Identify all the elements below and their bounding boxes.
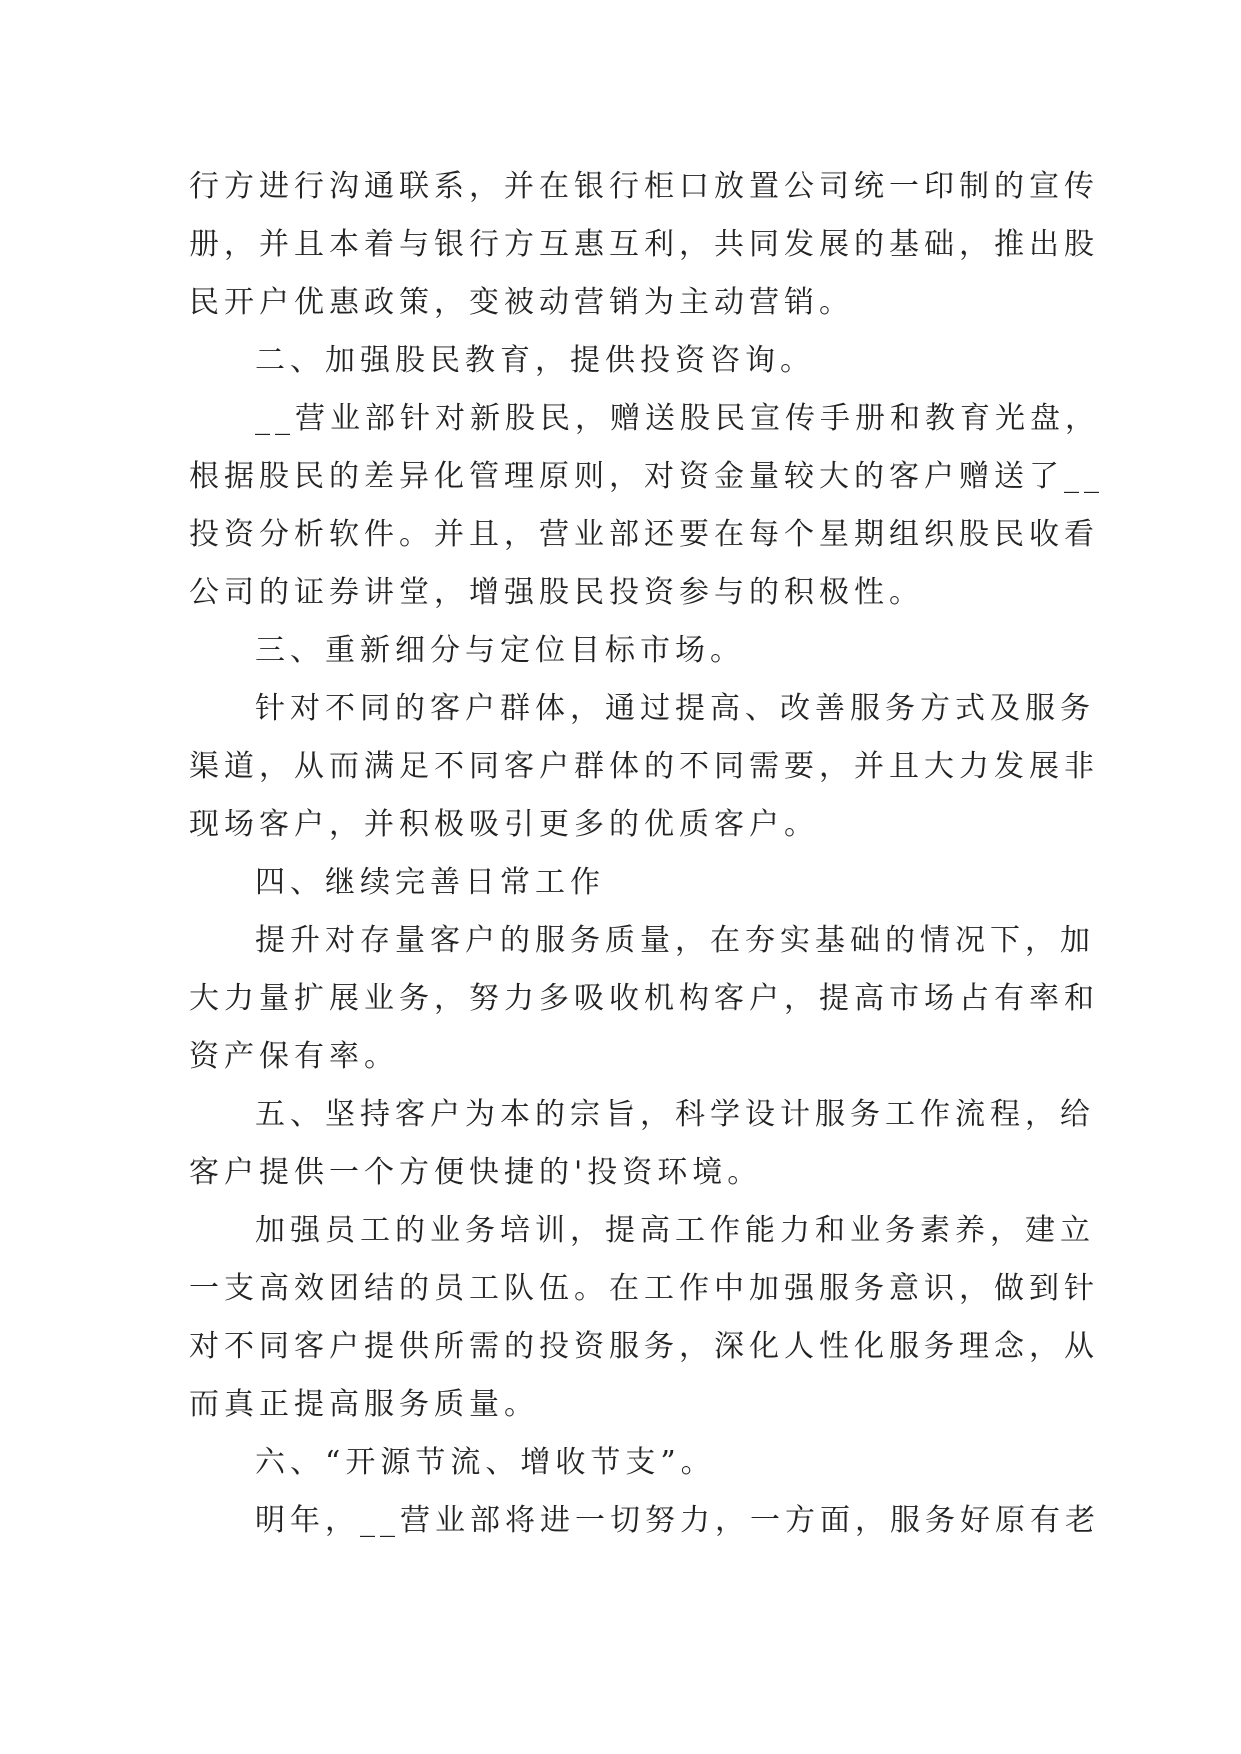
text-line: 针对不同的客户群体，通过提高、改善服务方式及服务 [255,691,1095,726]
text-line: 投资分析软件。并且，营业部还要在每个星期组织股民收看 [189,517,1099,552]
text-line: 三、重新细分与定位目标市场。 [255,633,745,668]
text-line: 四、继续完善日常工作 [255,865,605,900]
text-line: 公司的证券讲堂，增强股民投资参与的积极性。 [189,575,924,610]
document-body [189,158,1104,1550]
text-line: 五、坚持客户为本的宗旨，科学设计服务工作流程，给 [255,1097,1095,1132]
text-line: __营业部针对新股民，赠送股民宣传手册和教育光盘， [255,401,1100,436]
text-line: 客户提供一个方便快捷的'投资环境。 [189,1155,763,1190]
text-line: 册，并且本着与银行方互惠互利，共同发展的基础，推出股 [189,227,1099,262]
text-line: 加强员工的业务培训，提高工作能力和业务素养，建立 [255,1213,1095,1248]
text-line: 提升对存量客户的服务质量，在夯实基础的情况下，加 [255,923,1095,958]
text-line: 行方进行沟通联系，并在银行柜口放置公司统一印制的宣传 [189,169,1099,204]
text-line: 明年，__营业部将进一切努力，一方面，服务好原有老 [255,1503,1100,1538]
text-line: 根据股民的差异化管理原则，对资金量较大的客户赠送了__ [189,459,1104,494]
text-line: 资产保有率。 [189,1039,399,1074]
text-line: 渠道，从而满足不同客户群体的不同需要，并且大力发展非 [189,749,1099,784]
text-line: 民开户优惠政策，变被动营销为主动营销。 [189,285,854,320]
text-line: 对不同客户提供所需的投资服务，深化人性化服务理念，从 [189,1329,1099,1364]
text-line: 一支高效团结的员工队伍。在工作中加强服务意识，做到针 [189,1271,1099,1306]
text-line: 六、“开源节流、增收节支”。 [255,1445,716,1480]
text-line: 现场客户，并积极吸引更多的优质客户。 [189,807,819,842]
text-line: 二、加强股民教育，提供投资咨询。 [255,343,815,378]
text-line: 大力量扩展业务，努力多吸收机构客户，提高市场占有率和 [189,981,1099,1016]
text-line: 而真正提高服务质量。 [189,1387,539,1422]
